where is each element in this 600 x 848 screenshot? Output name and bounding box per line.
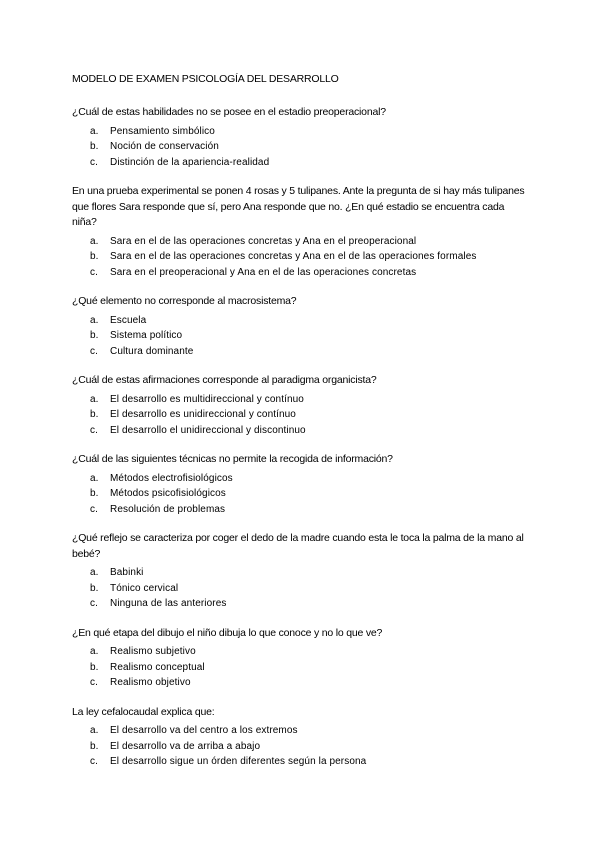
option-list: [72, 313, 528, 360]
answer-option: [72, 392, 528, 408]
option-text: Métodos electrofisiológicos: [110, 472, 233, 484]
option-letter: a.: [90, 235, 99, 247]
option-text: Noción de conservación: [110, 141, 219, 152]
answer-option: [72, 124, 528, 140]
answer-option: [72, 139, 528, 155]
option-letter: b.: [90, 488, 99, 499]
option-text: El desarrollo va de arriba a abajo: [110, 740, 261, 752]
option-list: [72, 124, 528, 171]
answer-option: [72, 723, 528, 739]
answer-option: [72, 644, 528, 660]
answer-option: [72, 754, 528, 770]
option-letter: b.: [90, 409, 99, 420]
option-list: [72, 392, 528, 439]
answer-option: [72, 471, 528, 487]
question-text: ¿Cuál de las siguientes técnicas no permite la recogida de información?: [72, 453, 393, 465]
answer-option: [72, 660, 528, 676]
answer-option: [72, 581, 528, 597]
option-text: Sara en el de las operaciones concretas y Ana en el de las operaciones formales: [110, 251, 477, 262]
question-block: [72, 184, 528, 280]
option-text: Realismo conceptual: [110, 661, 205, 673]
answer-option: [72, 234, 528, 250]
option-text: Babinki: [110, 567, 144, 578]
question-block: [72, 705, 528, 770]
option-letter: a.: [90, 567, 99, 578]
option-letter: c.: [90, 503, 98, 515]
option-letter: a.: [90, 646, 99, 657]
answer-option: [72, 344, 528, 360]
option-letter: b.: [90, 141, 99, 152]
question-block: [72, 531, 528, 612]
question-text: En una prueba experimental se ponen 4 rosas y 5 tulipanes. Ante la pregunta de si hay más tulipanes que flores Sara responde que sí, pero Ana responde que no. ¿En qué estadio se encuentra cada niña?: [72, 185, 525, 228]
option-text: Distinción de la apariencia-realidad: [110, 156, 270, 168]
option-letter: c.: [90, 677, 98, 688]
option-text: Tónico cervical: [110, 582, 179, 594]
page-title: MODELO DE EXAMEN PSICOLOGÍA DEL DESARROLLO: [72, 73, 339, 85]
answer-option: [72, 423, 528, 439]
question-text: ¿Qué reflejo se caracteriza por coger el dedo de la madre cuando esta le toca la palma de la mano al bebé?: [72, 532, 524, 560]
answer-option: [72, 155, 528, 171]
option-text: El desarrollo el unidireccional y discontinuo: [110, 424, 306, 436]
question-text: ¿En qué etapa del dibujo el niño dibuja lo que conoce y no lo que ve?: [72, 626, 383, 639]
option-text: Escuela: [110, 314, 147, 326]
answer-option: [72, 739, 528, 755]
answer-option: [72, 596, 528, 612]
option-text: Sara en el de las operaciones concretas y Ana en el preoperacional: [110, 235, 417, 247]
option-text: Cultura dominante: [110, 345, 194, 357]
option-letter: c.: [90, 345, 98, 357]
option-text: El desarrollo sigue un órden diferentes según la persona: [110, 756, 367, 767]
option-letter: a.: [90, 314, 99, 326]
option-text: Pensamiento simbólico: [110, 125, 215, 137]
question-block: [72, 105, 528, 170]
answer-option: [72, 407, 528, 423]
option-text: El desarrollo va del centro a los extremos: [110, 725, 298, 736]
option-text: El desarrollo es unidireccional y contínuo: [110, 409, 296, 420]
answer-option: [72, 249, 528, 265]
answer-option: [72, 486, 528, 502]
option-letter: a.: [90, 725, 99, 736]
question-block: [72, 626, 528, 691]
option-letter: b.: [90, 661, 99, 673]
option-list: [72, 565, 528, 612]
option-text: Resolución de problemas: [110, 503, 226, 515]
option-letter: a.: [90, 125, 99, 137]
question-block: [72, 373, 528, 438]
answer-option: [72, 265, 528, 281]
option-text: Sara en el preoperacional y Ana en el de las operaciones concretas: [110, 266, 417, 278]
option-letter: a.: [90, 472, 99, 484]
question-list: [72, 105, 528, 770]
option-text: El desarrollo es multidireccional y contínuo: [110, 393, 304, 405]
question-text: La ley cefalocaudal explica que:: [72, 705, 215, 718]
option-letter: c.: [90, 266, 98, 278]
option-list: [72, 234, 528, 281]
answer-option: [72, 675, 528, 691]
option-letter: b.: [90, 582, 99, 594]
option-letter: b.: [90, 251, 99, 262]
option-text: Realismo objetivo: [110, 677, 191, 688]
question-text: ¿Qué elemento no corresponde al macrosistema?: [72, 295, 297, 307]
option-letter: b.: [90, 330, 99, 341]
option-text: Ninguna de las anteriores: [110, 598, 227, 609]
option-letter: b.: [90, 740, 99, 752]
option-text: Realismo subjetivo: [110, 646, 196, 657]
option-letter: c.: [90, 598, 98, 609]
question-text: ¿Cuál de estas afirmaciones corresponde al paradigma organicista?: [72, 374, 377, 386]
option-letter: c.: [90, 424, 98, 436]
question-block: [72, 294, 528, 359]
option-text: Sistema político: [110, 330, 183, 341]
option-letter: a.: [90, 393, 99, 405]
question-block: [72, 452, 528, 517]
question-text: ¿Cuál de estas habilidades no se posee en el estadio preoperacional?: [72, 106, 386, 118]
answer-option: [72, 502, 528, 518]
answer-option: [72, 313, 528, 329]
option-list: [72, 723, 528, 770]
option-list: [72, 471, 528, 518]
option-text: Métodos psicofisiológicos: [110, 488, 226, 499]
option-letter: c.: [90, 756, 98, 767]
answer-option: [72, 565, 528, 581]
option-letter: c.: [90, 156, 98, 168]
answer-option: [72, 328, 528, 344]
option-list: [72, 644, 528, 691]
